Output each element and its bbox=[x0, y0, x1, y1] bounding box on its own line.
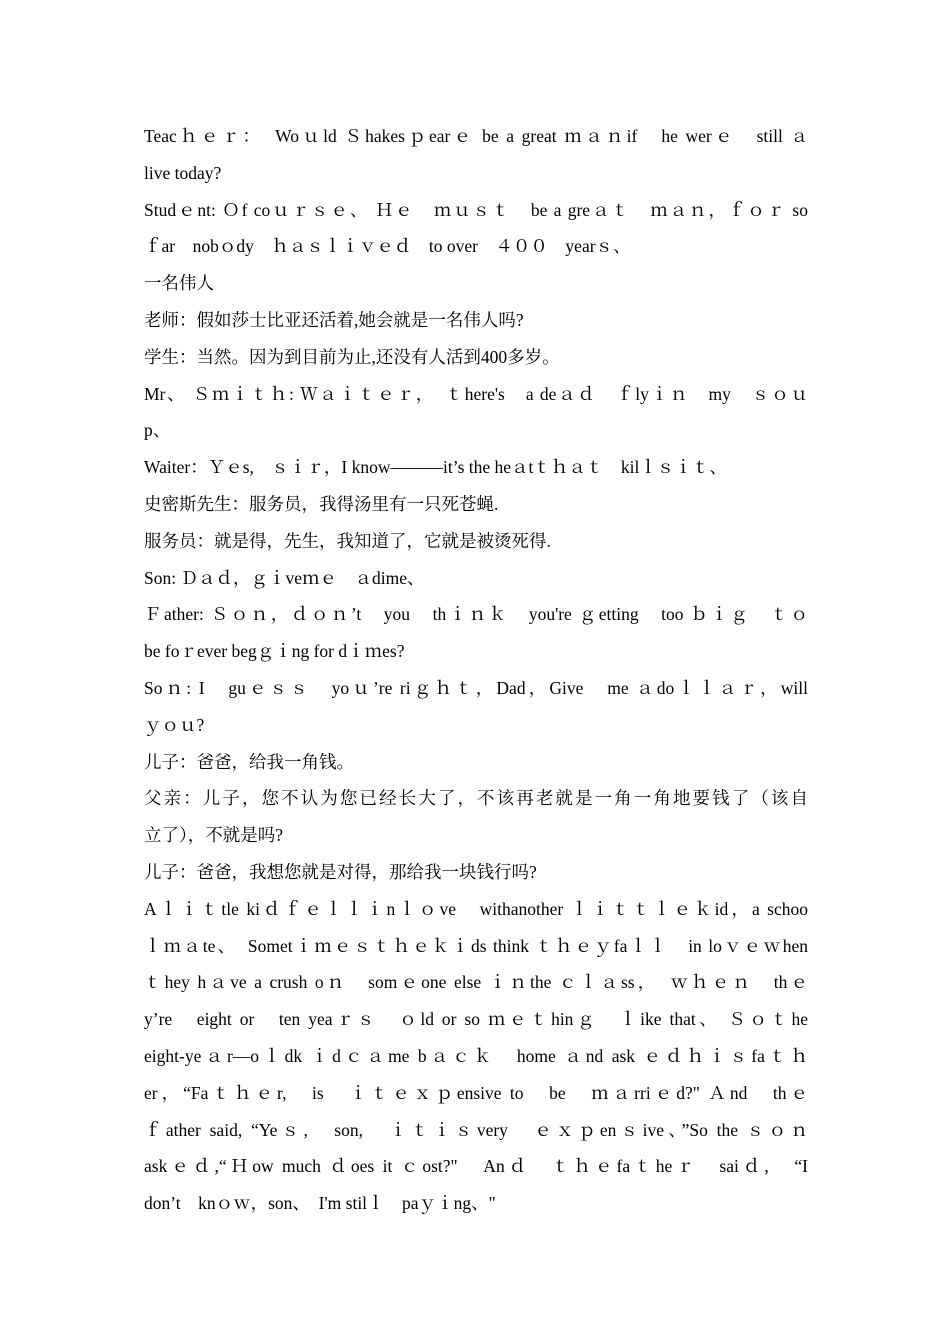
document-body bbox=[144, 118, 808, 1222]
text-line: ｙｏｕ? bbox=[144, 714, 205, 735]
text-line: ｔhey hａve a crush oｎ somｅone else ｉｎthe ｃｌａss， ｗｈｅｎ thｅ bbox=[144, 972, 808, 993]
text-line: ｆather said, “Yeｓ, son, ｉｔｉｓvery ｅｘｐenｓive、”So the ｓｏｎ bbox=[144, 1119, 808, 1140]
text-line: 立了），不就是吗? bbox=[144, 825, 284, 846]
text-line: Waiter：Ｙｅs, ｓｉｒ，I know———it’s the heａtｔｈａｔ kilｌｓｉｔ、 bbox=[144, 457, 727, 478]
text-line: ｌｍａte、 Sometｉｍｅｓｔｈｅｋｉds think ｔｈｅｙfaｌｌ in loｖｅｗhen bbox=[144, 935, 808, 956]
text-line: eight-yeａr—oｌdk ｉdｃａme bａｃｋ home ａnd ask ｅｄｈｉｓfaｔｈ bbox=[144, 1045, 808, 1066]
text-line: er，“Faｔｈｅr, is ｉｔｅｘｐensive to be ｍａrriｅd?" Ａnd thｅ bbox=[144, 1082, 808, 1103]
text-line: 服务员：就是得，先生，我知道了，它就是被烫死得. bbox=[144, 530, 551, 551]
text-line: 父亲：儿子，您不认为您已经长大了，不该再老就是一角一角地要钱了（该自 bbox=[144, 788, 808, 809]
text-line: be foｒever begｇｉng for dｉｍes? bbox=[144, 641, 405, 662]
text-line: askｅｄ,“Ｈow much ｄoes it ｃost?" Anｄ ｔｈｅfaｔheｒ saiｄ, “I bbox=[144, 1156, 808, 1177]
text-line: Studｅnt: Ｏf coｕｒｓｅ、 Ｈｅ ｍｕｓｔ be a greａｔ ｍａｎ，ｆｏｒ so bbox=[144, 199, 808, 220]
text-line: 学生：当然。因为到目前为止,还没有人活到400多岁。 bbox=[144, 346, 560, 367]
text-line: Soｎ: I guｅｓｓ yoｕ’re riｇｈｔ，Dad，Give me ａdoｌｌａｒ，will bbox=[144, 677, 808, 698]
text-line: Teacｈｅｒ： Woｕld Ｓhakesｐearｅ be a great ｍａｎif he werｅ still ａ bbox=[144, 126, 808, 146]
text-line: 史密斯先生：服务员，我得汤里有一只死苍蝇. bbox=[144, 493, 499, 514]
text-line: 儿子：爸爸，给我一角钱。 bbox=[144, 751, 354, 772]
text-line: Son: Ｄａｄ，ｇｉveｍｅ ａdime、 bbox=[144, 567, 425, 588]
text-line: Mr、 Ｓｍｉｔｈ: Ｗａｉｔｅｒ， ｔhere's a deａｄ ｆlyｉｎ my ｓｏｕ bbox=[144, 383, 808, 404]
text-line: don’t knｏｗ，son、 I'm stilｌ paｙｉng、" bbox=[144, 1193, 496, 1214]
text-line: p、 bbox=[144, 420, 171, 441]
text-line: ｆar nobｏdy ｈａｓｌｉｖｅｄ to over ４００ yearｓ、 bbox=[144, 236, 631, 257]
text-line: live today? bbox=[144, 162, 222, 183]
text-line: y’re eight or ten yeaｒｓ ｏld or so ｍｅｔhinｇ ｌike that、 Ｓｏｔhe bbox=[144, 1009, 808, 1030]
text-line: Aｌｉｔtle kiｄｆｅｌｌｉnｌｏve withanother ｌｉｔｔｌｅｋid，a schoo bbox=[144, 898, 808, 919]
text-line: Ｆather: Ｓｏｎ，ｄｏｎ’t you thｉｎｋ you're ｇetting too ｂｉｇ ｔｏ bbox=[144, 604, 808, 625]
text-line: 一名伟人 bbox=[144, 273, 214, 294]
text-line: 老师：假如莎士比亚还活着,她会就是一名伟人吗? bbox=[144, 309, 524, 330]
text-line: 儿子：爸爸，我想您就是对得，那给我一块钱行吗? bbox=[144, 861, 537, 882]
